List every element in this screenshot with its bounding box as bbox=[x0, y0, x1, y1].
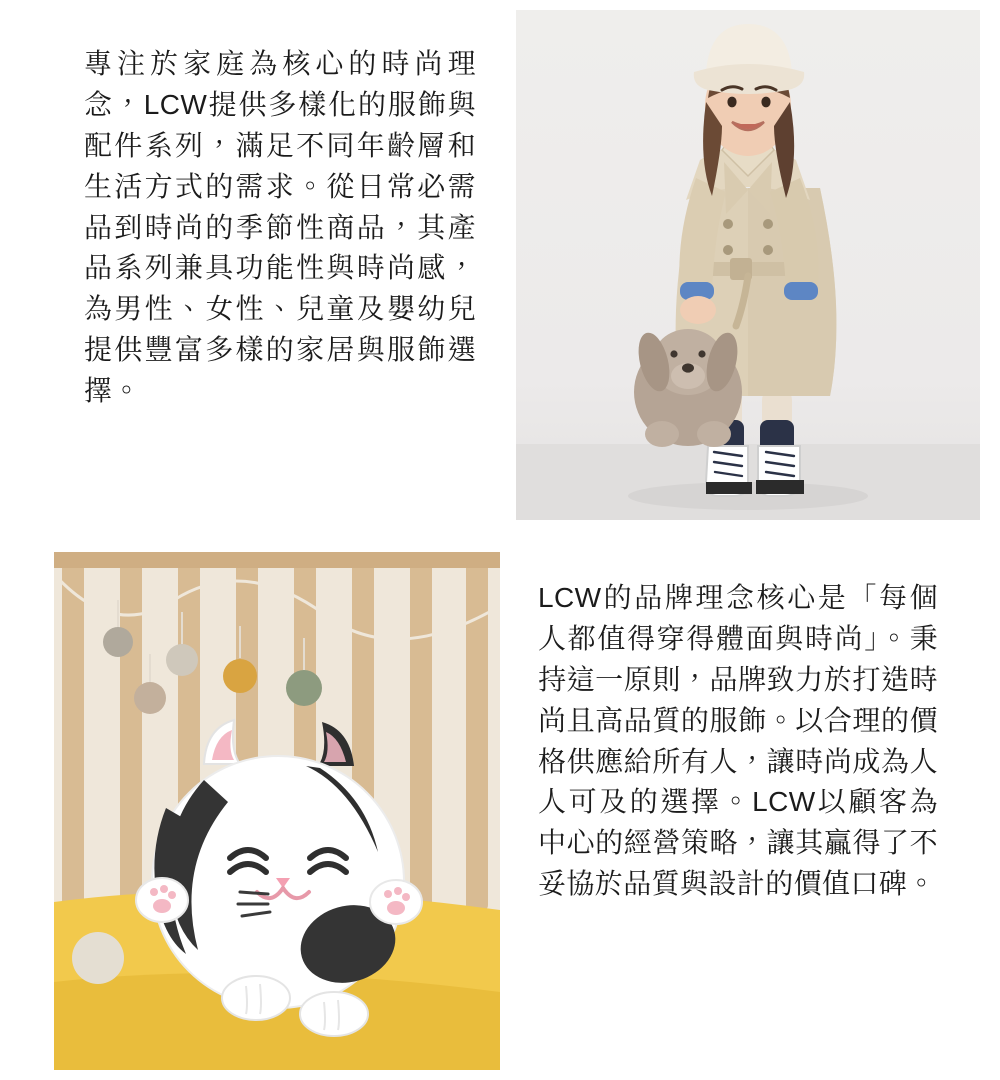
brand-paragraph: LCW的品牌理念核心是「每個人都值得穿得體面與時尚」。秉持這一原則，品牌致力於打造時尚且高品質的服飾。以合理的價格供應給所有人，讓時尚成為人人可及的選擇。LCW以顧客為中心的經營策略，讓其贏得了不妥協於品質與設計的價值口碑。 bbox=[538, 582, 938, 900]
intro-text-block bbox=[84, 44, 476, 412]
photo-girl-trench-coat bbox=[516, 10, 980, 520]
intro-paragraph: 專注於家庭為核心的時尚理念，LCW提供多樣化的服飾與配件系列，滿足不同年齡層和生活方式的需求。從日常必需品到時尚的季節性商品，其產品系列兼具功能性與時尚感，為男性、女性、兒童及嬰幼兒提供豐富多樣的家居與服飾選擇。 bbox=[84, 48, 476, 406]
cat-cushion-illustration bbox=[54, 552, 500, 1070]
pompom bbox=[72, 932, 124, 984]
girl-illustration bbox=[516, 10, 980, 520]
brand-text-block bbox=[538, 578, 938, 905]
photo-cat-cushion bbox=[54, 552, 500, 1070]
